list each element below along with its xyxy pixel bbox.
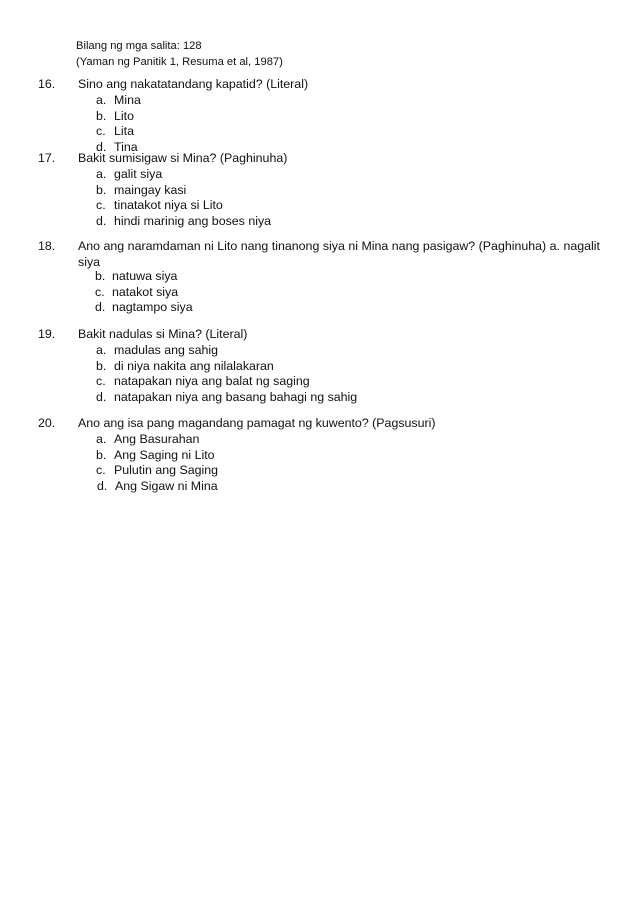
question-text: Sino ang nakatatandang kapatid? (Literal) [78,77,309,91]
option-b: b. maingay kasi [96,182,187,197]
options-list [96,343,357,405]
option-d: d. nagtampo siya [95,300,193,314]
question-text: Bakit sumisigaw si Mina? (Paghinuha) [78,151,288,165]
options-list [96,167,271,229]
option-a: a. Ang Basurahan [96,432,200,446]
question-text: Ano ang isa pang magandang pamagat ng kuwento? (Pagsusuri) [78,416,436,430]
option-a: a. galit siya [96,167,163,181]
option-c: c. Lita [96,124,134,138]
option-c: c. tinatakot niya si Lito [96,198,223,212]
options-list [95,269,193,316]
option-a: a. madulas ang sahig [96,343,219,357]
option-a: a. Mina [96,93,141,107]
option-d: d. hindi marinig ang boses niya [96,213,272,228]
option-b: b. natuwa siya [95,269,178,283]
option-c: c. Pulutin ang Saging [96,463,219,477]
question-text: Bakit nadulas si Mina? (Literal) [78,327,248,341]
option-d: d. natapakan niya ang basang bahagi ng sahig [96,389,358,404]
question-number: 19. [38,327,56,341]
word-count: Bilang ng mga salita: 128 [76,40,202,52]
option-d: d. Ang Sigaw ni Mina [97,478,218,493]
source-citation: (Yaman ng Panitik 1, Resuma et al, 1987) [76,56,283,68]
question-text: Ano ang naramdaman ni Lito nang tinanong siya ni Mina nang pasigaw? (Paghinuha) a. nagalit siya [78,239,600,269]
options-list [96,432,218,494]
option-b: b. di niya nakita ang nilalakaran [96,358,274,373]
option-b: b. Lito [96,108,134,123]
question-number: 20. [38,416,56,430]
option-b: b. Ang Saging ni Lito [96,447,215,462]
question-number: 18. [38,239,56,253]
question-number: 17. [38,151,56,165]
option-d: d. Tina [96,139,138,154]
option-c: c. natakot siya [95,284,179,299]
question-number: 16. [38,77,56,91]
options-list [96,93,141,155]
option-c: c. natapakan niya ang balat ng saging [96,374,310,388]
